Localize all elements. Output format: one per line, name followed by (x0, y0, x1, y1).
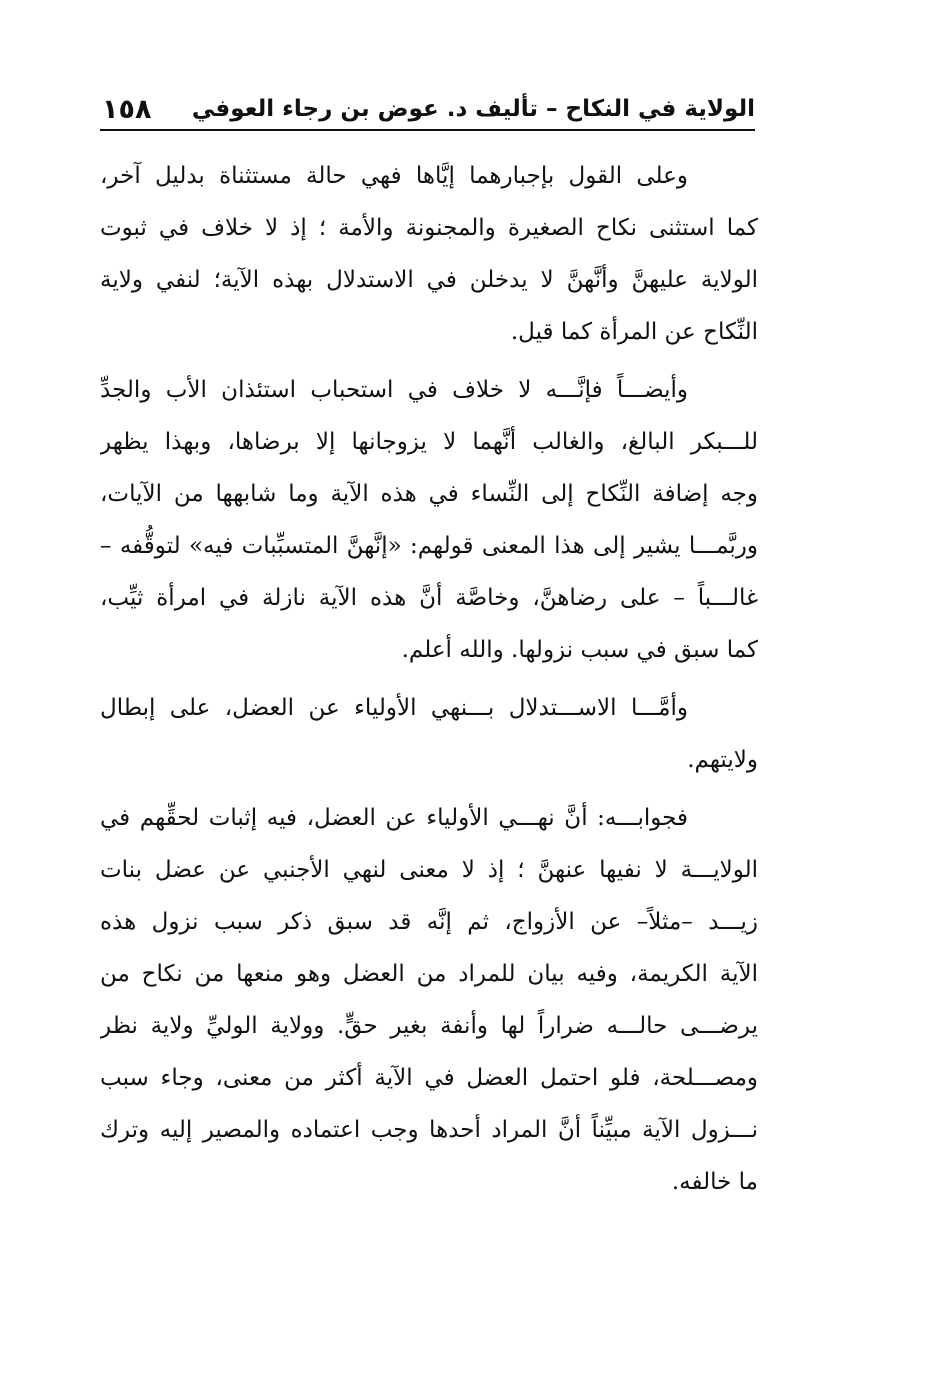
page-number: ١٥٨ (102, 94, 152, 125)
text-line: فجوابـــه: أنَّ نهـــي الأولياء عن العضل، فيه إثبات لحقِّهم في (100, 805, 688, 831)
paragraph (100, 682, 758, 786)
text-line: نـــزول الآية مبيِّناً أنَّ المراد أحدها وجب اعتماده والمصير إليه وترك (100, 1117, 758, 1143)
paragraph (100, 364, 758, 676)
header-rule (100, 129, 755, 131)
text-line: ما خالفه. (671, 1169, 758, 1195)
body-text (100, 150, 758, 1208)
text-line: وعلى القول بإجبارهما إيَّاها فهي حالة مستثناة بدليل آخر، (100, 163, 688, 189)
text-line: ومصـــلحة، فلو احتمل العضل في الآية أكثر من معنى، وجاء سبب (100, 1065, 758, 1091)
text-line: الولاية عليهنَّ وأنَّهنَّ لا يدخلن في الاستدلال بهذه الآية؛ لنفي ولاية (100, 267, 758, 293)
text-line: يرضـــى حالـــه ضراراً لها وأنفة بغير حقٍّ. وولاية الوليِّ ولاية نظر (100, 1013, 758, 1039)
text-line: غالـــباً – على رضاهنَّ، وخاصَّة أنَّ هذه الآية نازلة في امرأة ثيِّب، (100, 585, 758, 611)
text-line: النِّكاح عن المرأة كما قيل. (510, 319, 758, 345)
text-line: زيـــد –مثلاً– عن الأزواج، ثم إنَّه قد سبق ذكر سبب نزول هذه (100, 909, 758, 935)
running-title: الولاية في النكاح – تأليف د. عوض بن رجاء العوفي (191, 96, 755, 122)
text-line: كما سبق في سبب نزولها. والله أعلم. (401, 637, 758, 663)
text-line: وأيضـــاً فإنَّـــه لا خلاف في استحباب استئذان الأب والجدِّ (100, 377, 688, 403)
text-line: وأمَّـــا الاســـتدلال بـــنهي الأولياء عن العضل، على إبطال (100, 695, 688, 721)
paragraph (100, 792, 758, 1208)
text-line: كما استثنى نكاح الصغيرة والمجنونة والأمة ؛ إذ لا خلاف في ثبوت (100, 215, 758, 241)
text-line: وجه إضافة النِّكاح إلى النِّساء في هذه الآية وما شابهها من الآيات، (100, 481, 758, 507)
page-header (100, 92, 755, 132)
text-line: الولايـــة لا نفيها عنهنَّ ؛ إذ لا معنى لنهي الأجنبي عن عضل بنات (100, 857, 758, 883)
text-line: الآية الكريمة، وفيه بيان للمراد من العضل وهو منعها من نكاح من (100, 961, 758, 987)
text-line: ولايتهم. (687, 747, 758, 773)
paragraph (100, 150, 758, 358)
text-line: للـــبكر البالغ، والغالب أنَّهما لا يزوجانها إلا برضاها، وبهذا يظهر (100, 429, 758, 455)
text-line: وربَّمـــا يشير إلى هذا المعنى قولهم: «إنَّهنَّ المتسبِّبات فيه» لتوقُّفه – (100, 533, 758, 559)
